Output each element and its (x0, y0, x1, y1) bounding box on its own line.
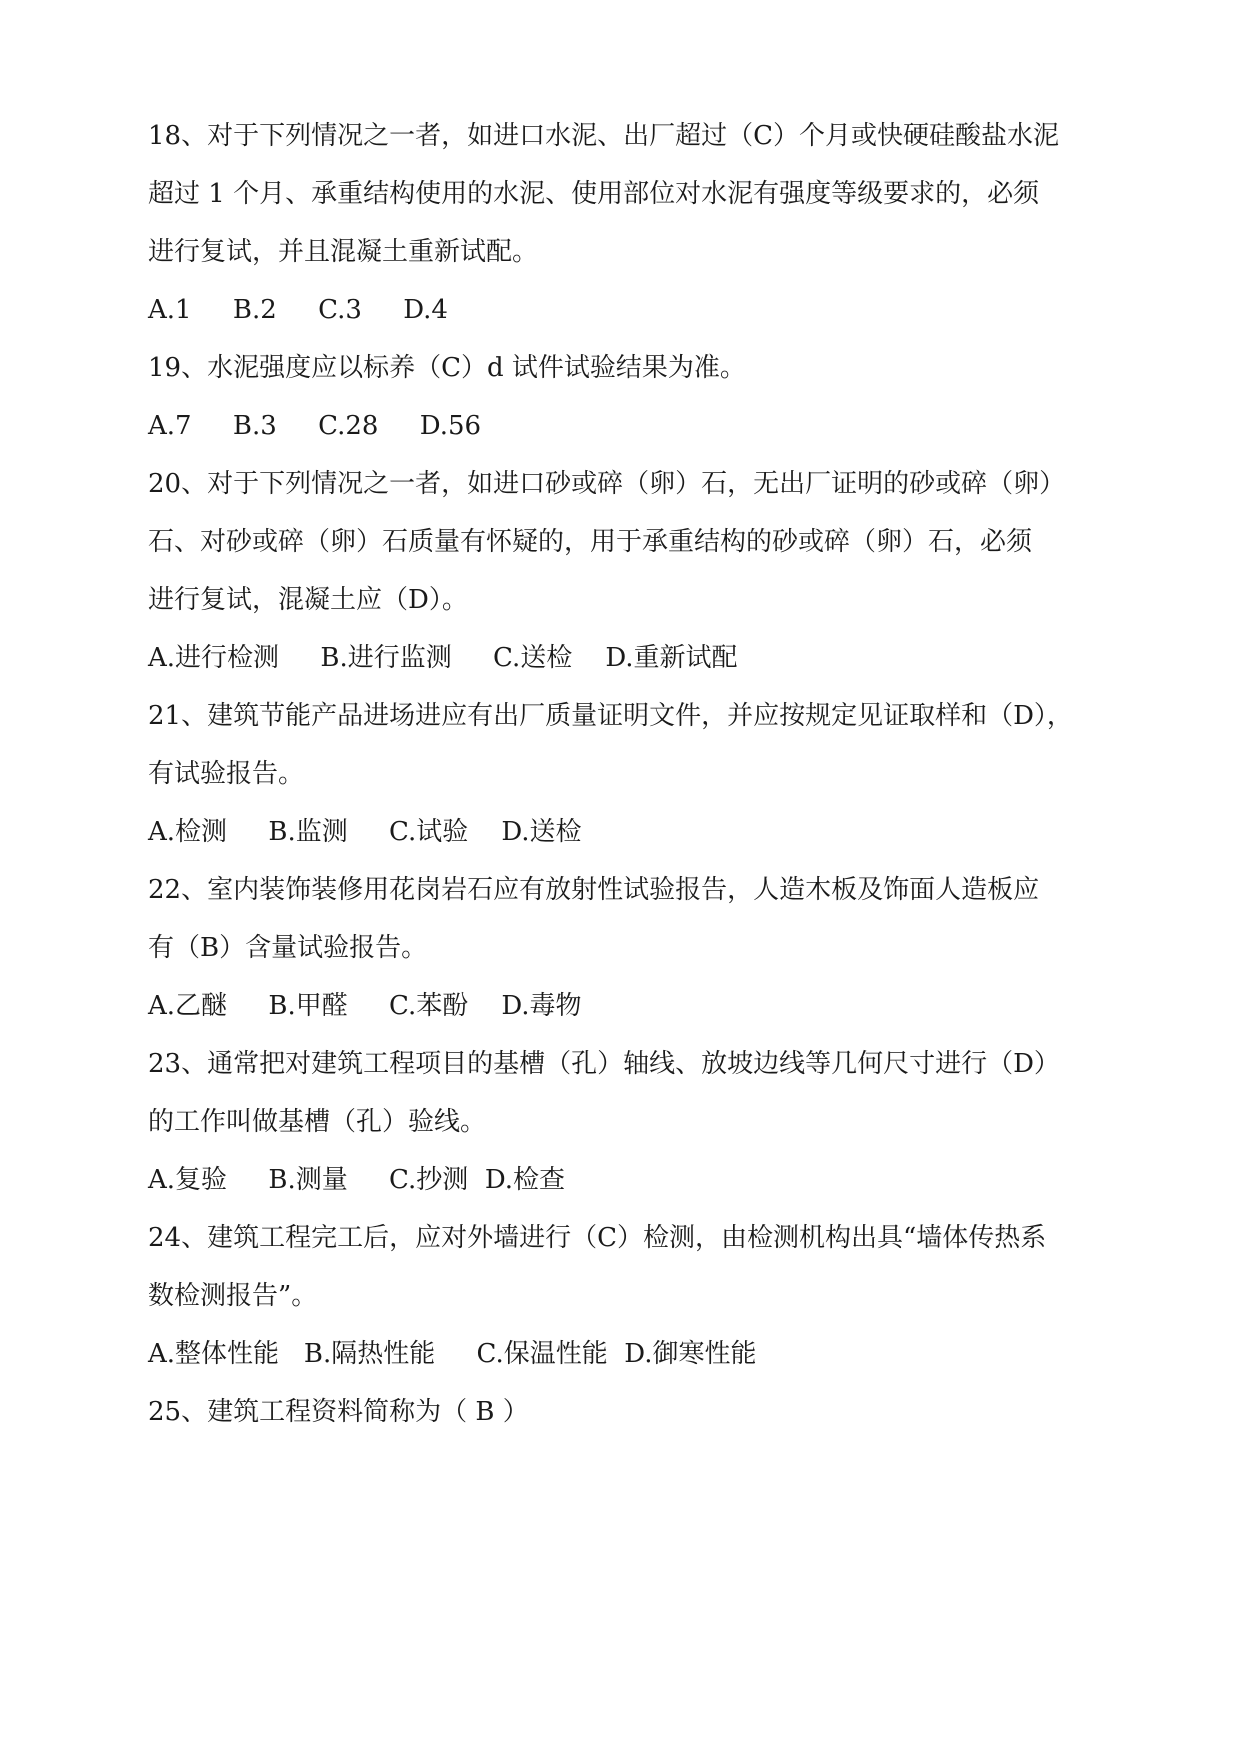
q24-text-line-2: 数检测报告”。 (148, 1281, 318, 1311)
q21-text-line-2: 有试验报告。 (148, 759, 305, 789)
q22-text-line-1: 22、室内装饰装修用花岗岩石应有放射性试验报告，人造木板及饰面人造板应 (148, 875, 1040, 905)
q23-text-line-2: 的工作叫做基槽（孔）验线。 (148, 1107, 487, 1137)
q24-text-line-1: 24、建筑工程完工后，应对外墙进行（C）检测，由检测机构出具“墙体传热系 (148, 1223, 1047, 1253)
q21-options: A.检测 B.监测 C.试验 D.送检 (148, 817, 582, 847)
q20-options: A.进行检测 B.进行监测 C.送检 D.重新试配 (148, 643, 738, 673)
q19-options: A.7 B.3 C.28 D.56 (148, 411, 482, 441)
q23-text-line-1: 23、通常把对建筑工程项目的基槽（孔）轴线、放坡边线等几何尺寸进行（D） (148, 1049, 1060, 1079)
q20-text-line-2: 石、对砂或碎（卵）石质量有怀疑的，用于承重结构的砂或碎（卵）石，必须 (148, 527, 1033, 557)
q23-options: A.复验 B.测量 C.抄测 D.检查 (148, 1165, 566, 1195)
q19-text-line-1: 19、水泥强度应以标养（C）d 试件试验结果为准。 (148, 353, 746, 383)
q18-text-line-2: 超过 1 个月、承重结构使用的水泥、使用部位对水泥有强度等级要求的，必须 (148, 179, 1040, 209)
q25-text-line-1: 25、建筑工程资料简称为（ B ） (148, 1397, 529, 1427)
q22-text-line-2: 有（B）含量试验报告。 (148, 933, 428, 963)
q21-text-line-1: 21、建筑节能产品进场进应有出厂质量证明文件，并应按规定见证取样和（D）， (148, 701, 1073, 731)
q20-text-line-3: 进行复试，混凝土应（D）。 (148, 585, 468, 615)
q18-text-line-1: 18、对于下列情况之一者，如进口水泥、出厂超过（C）个月或快硬硅酸盐水泥 (148, 121, 1059, 151)
q18-options: A.1 B.2 C.3 D.4 (148, 295, 448, 325)
q18-text-line-3: 进行复试，并且混凝土重新试配。 (148, 237, 539, 267)
q20-text-line-1: 20、对于下列情况之一者，如进口砂或碎（卵）石，无出厂证明的砂或碎（卵） (148, 469, 1066, 499)
q24-options: A.整体性能 B.隔热性能 C.保温性能 D.御寒性能 (148, 1339, 757, 1369)
q22-options: A.乙醚 B.甲醛 C.苯酚 D.毒物 (148, 991, 582, 1021)
